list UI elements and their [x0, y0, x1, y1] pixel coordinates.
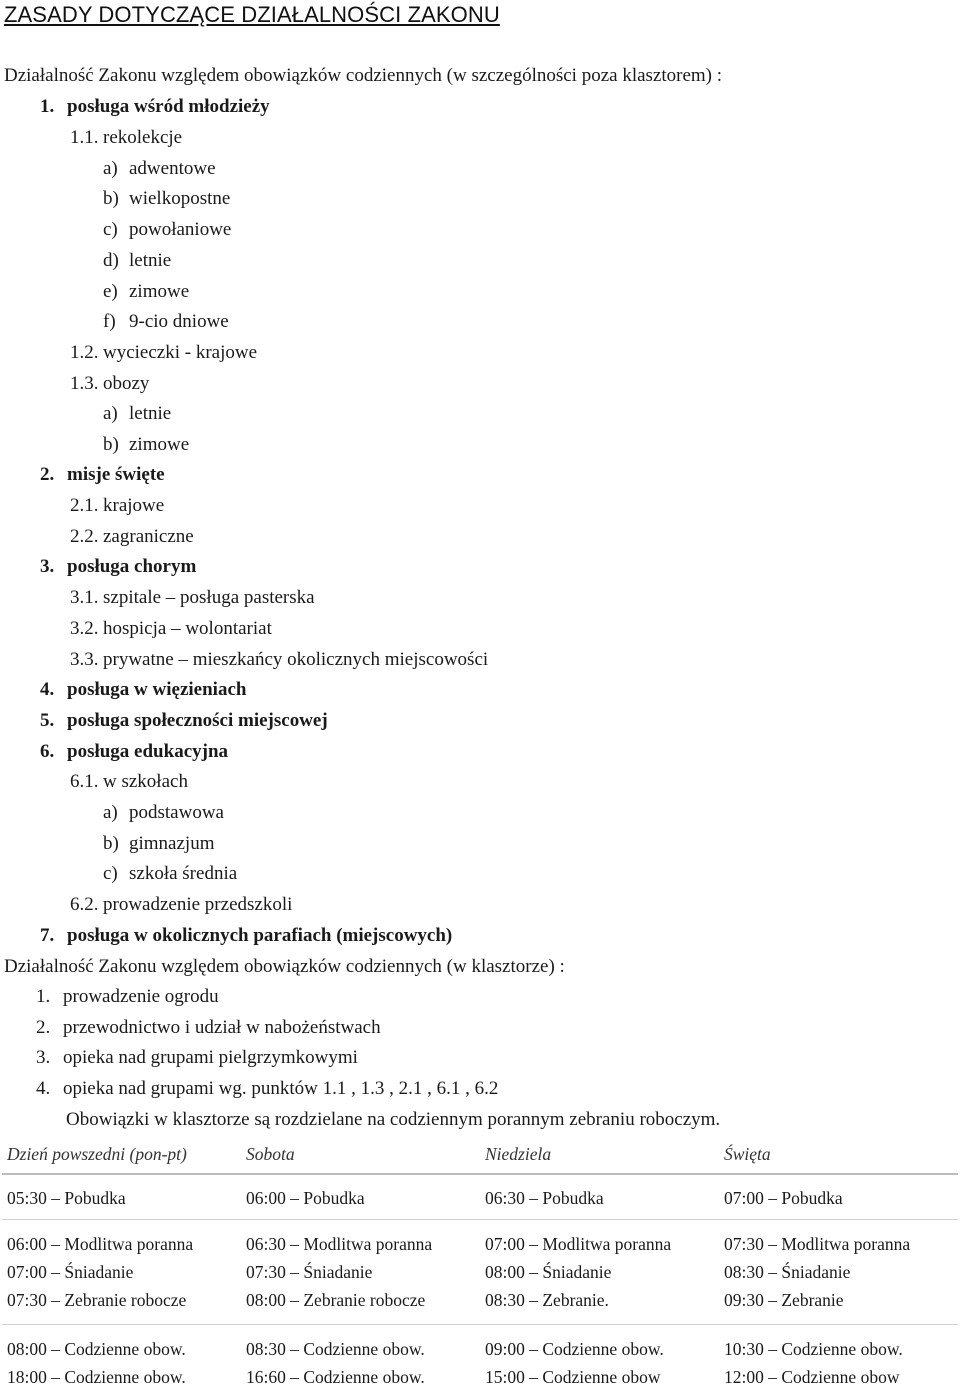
list-item-text: posługa edukacyjna	[67, 741, 228, 762]
schedule-entry: 10:30 – Codzienne obow.	[724, 1335, 953, 1363]
list-item-text: 9-cio dniowe	[129, 311, 229, 332]
schedule-entry: 09:30 – Zebranie	[724, 1286, 953, 1314]
list-item	[70, 770, 188, 794]
list-item-number: f)	[103, 310, 129, 334]
schedule-entry: 06:30 – Modlitwa poranna	[246, 1230, 475, 1258]
list-item-number: 2.1.	[70, 494, 103, 518]
list-item	[103, 862, 237, 886]
list-item	[70, 525, 194, 549]
list-item-number: c)	[103, 218, 129, 242]
list-item-text: posługa wśród młodzieży	[67, 96, 270, 117]
list-item-number: 3.1.	[70, 586, 103, 610]
list-item-number: b)	[103, 187, 129, 211]
list-item-number: 6.	[40, 740, 67, 764]
list-item	[103, 310, 229, 334]
list-item	[40, 678, 246, 702]
list-item-text: posługa chorym	[67, 556, 196, 577]
list-item	[103, 249, 171, 273]
list-item-number: 6.1.	[70, 770, 103, 794]
list-item-text: gimnazjum	[129, 833, 214, 854]
list-item-text: szkoła średnia	[129, 863, 237, 884]
list-item-text: misje święte	[67, 464, 165, 485]
schedule-entry: 06:00 – Modlitwa poranna	[7, 1230, 236, 1258]
schedule-cell	[480, 1325, 719, 1395]
list-item-number: 2.2.	[70, 525, 103, 549]
list-item	[70, 126, 182, 150]
list-item-text: letnie	[129, 403, 171, 424]
list-item-text: krajowe	[103, 495, 164, 516]
paragraph	[4, 955, 565, 979]
list-item-number: d)	[103, 249, 129, 273]
schedule-entry: 08:00 – Śniadanie	[485, 1258, 714, 1286]
schedule-cell	[480, 1174, 719, 1220]
list-item-number: b)	[103, 433, 129, 457]
list-item-text: w szkołach	[103, 771, 188, 792]
list-item	[40, 95, 270, 119]
schedule-row	[2, 1220, 958, 1325]
list-item-number: a)	[103, 157, 129, 181]
schedule-header-row	[2, 1140, 958, 1174]
schedule-cell	[2, 1325, 241, 1395]
schedule-entry: 08:30 – Śniadanie	[724, 1258, 953, 1286]
paragraph	[66, 1108, 720, 1132]
list-item	[70, 586, 315, 610]
list-item-text: opieka nad grupami wg. punktów 1.1 , 1.3 , 2.1 , 6.1 , 6.2	[63, 1078, 498, 1099]
schedule-entry: 15:00 – Codzienne obow	[485, 1363, 714, 1391]
list-item-number: a)	[103, 402, 129, 426]
list-item	[40, 924, 452, 948]
schedule-entry: 08:00 – Codzienne obow.	[7, 1335, 236, 1363]
list-item-number: c)	[103, 862, 129, 886]
schedule-entry: 12:00 – Codzienne obow	[724, 1363, 953, 1391]
list-item	[103, 801, 224, 825]
list-item	[70, 494, 164, 518]
list-item-number: 5.	[40, 709, 67, 733]
schedule-entry: 07:00 – Modlitwa poranna	[485, 1230, 714, 1258]
list-item-text: adwentowe	[129, 158, 216, 179]
list-item-text: wielkopostne	[129, 188, 230, 209]
list-item-text: szpitale – posługa pasterska	[103, 587, 315, 608]
schedule-entry: 16:60 – Codzienne obow.	[246, 1363, 475, 1391]
list-item	[36, 1016, 381, 1040]
list-item	[70, 648, 488, 672]
schedule-row	[2, 1174, 958, 1220]
list-item	[103, 187, 230, 211]
list-item	[103, 433, 189, 457]
schedule-cell	[241, 1174, 480, 1220]
list-item-text: Obowiązki w klasztorze są rozdzielane na codziennym porannym zebraniu roboczym.	[66, 1109, 720, 1130]
list-item	[103, 402, 171, 426]
list-item-text: zimowe	[129, 434, 189, 455]
schedule-entry: 07:30 – Modlitwa poranna	[724, 1230, 953, 1258]
list-item-text: powołaniowe	[129, 219, 231, 240]
list-item-number: 1.	[36, 985, 63, 1009]
list-item-text: prywatne – mieszkańcy okolicznych miejscowości	[103, 649, 488, 670]
list-item-text: posługa społeczności miejscowej	[67, 710, 328, 731]
schedule-entry: 06:30 – Pobudka	[485, 1188, 714, 1209]
schedule-entry: 18:00 – Codzienne obow.	[7, 1363, 236, 1391]
list-item-text: hospicja – wolontariat	[103, 618, 272, 639]
list-item-text: posługa w więzieniach	[67, 679, 246, 700]
list-item-text: posługa w okolicznych parafiach (miejscowych)	[67, 925, 452, 946]
list-item-number: 2.	[36, 1016, 63, 1040]
schedule-entry: 08:30 – Codzienne obow.	[246, 1335, 475, 1363]
list-item	[103, 832, 214, 856]
schedule-entry: 08:30 – Zebranie.	[485, 1286, 714, 1314]
list-item	[40, 740, 228, 764]
schedule-header-cell: Niedziela	[480, 1140, 719, 1174]
list-item-number: 4.	[40, 678, 67, 702]
list-item-number: 4.	[36, 1077, 63, 1101]
list-item-number: 1.3.	[70, 372, 103, 396]
list-item	[103, 218, 231, 242]
list-item	[40, 463, 165, 487]
schedule-header-cell: Dzień powszedni (pon-pt)	[2, 1140, 241, 1174]
paragraph	[4, 64, 722, 88]
schedule-cell	[241, 1325, 480, 1395]
schedule-cell	[719, 1325, 958, 1395]
list-item-number: b)	[103, 832, 129, 856]
list-item-text: prowadzenie przedszkoli	[103, 894, 292, 915]
schedule-entry: 07:30 – Zebranie robocze	[7, 1286, 236, 1314]
list-item-text: opieka nad grupami pielgrzymkowymi	[63, 1047, 358, 1068]
list-item-number: a)	[103, 801, 129, 825]
list-item-text: Działalność Zakonu względem obowiązków codziennych (w klasztorze) :	[4, 956, 565, 977]
list-item	[103, 157, 216, 181]
list-item-number: 7.	[40, 924, 67, 948]
schedule-header-cell: Sobota	[241, 1140, 480, 1174]
list-item-text: zagraniczne	[103, 526, 194, 547]
schedule-cell	[719, 1174, 958, 1220]
page-title: ZASADY DOTYCZĄCE DZIAŁALNOŚCI ZAKONU	[4, 2, 500, 28]
list-item-text: letnie	[129, 250, 171, 271]
schedule-entry: 07:00 – Śniadanie	[7, 1258, 236, 1286]
schedule-cell	[480, 1220, 719, 1325]
list-item-text: Działalność Zakonu względem obowiązków codziennych (w szczególności poza klasztorem) :	[4, 65, 722, 86]
schedule-entry: 06:00 – Pobudka	[246, 1188, 475, 1209]
schedule-cell	[2, 1174, 241, 1220]
list-item-text: obozy	[103, 373, 149, 394]
schedule-cell	[719, 1220, 958, 1325]
list-item-number: 6.2.	[70, 893, 103, 917]
schedule-entry: 07:00 – Pobudka	[724, 1188, 953, 1209]
list-item	[36, 1077, 498, 1101]
schedule-row	[2, 1325, 958, 1395]
list-item	[103, 280, 189, 304]
schedule-entry: 09:00 – Codzienne obow.	[485, 1335, 714, 1363]
list-item	[40, 709, 328, 733]
list-item-number: 2.	[40, 463, 67, 487]
schedule-entry: 07:30 – Śniadanie	[246, 1258, 475, 1286]
list-item-number: 3.	[40, 555, 67, 579]
list-item-number: 3.2.	[70, 617, 103, 641]
list-item	[36, 985, 219, 1009]
list-item-number: e)	[103, 280, 129, 304]
schedule-cell	[241, 1220, 480, 1325]
schedule-entry: 05:30 – Pobudka	[7, 1188, 236, 1209]
list-item-text: przewodnictwo i udział w nabożeństwach	[63, 1017, 381, 1038]
schedule-cell	[2, 1220, 241, 1325]
list-item	[36, 1046, 358, 1070]
schedule-table	[2, 1140, 958, 1395]
list-item	[70, 372, 149, 396]
list-item-number: 3.	[36, 1046, 63, 1070]
schedule-entry: 08:00 – Zebranie robocze	[246, 1286, 475, 1314]
list-item	[70, 341, 257, 365]
list-item	[70, 893, 292, 917]
list-item-number: 1.1.	[70, 126, 103, 150]
list-item-number: 1.	[40, 95, 67, 119]
list-item-text: wycieczki - krajowe	[103, 342, 257, 363]
list-item-number: 1.2.	[70, 341, 103, 365]
list-item-text: zimowe	[129, 281, 189, 302]
list-item	[70, 617, 272, 641]
list-item-number: 3.3.	[70, 648, 103, 672]
list-item-text: rekolekcje	[103, 127, 182, 148]
schedule-header-cell: Święta	[719, 1140, 958, 1174]
list-item-text: podstawowa	[129, 802, 224, 823]
list-item-text: prowadzenie ogrodu	[63, 986, 219, 1007]
list-item	[40, 555, 196, 579]
